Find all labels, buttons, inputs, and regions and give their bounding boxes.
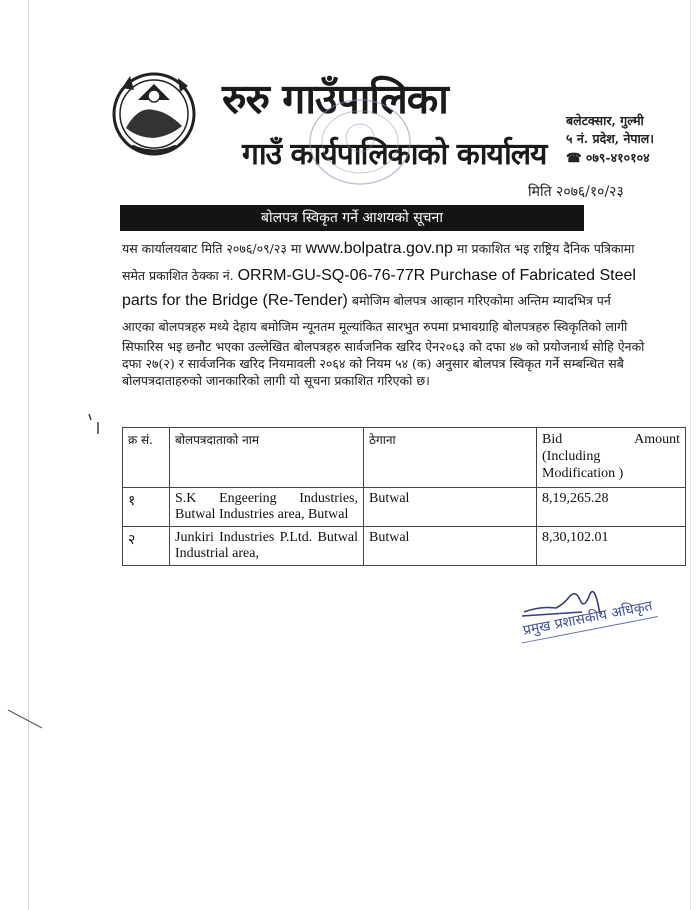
- nepal-emblem-icon: [108, 66, 200, 158]
- row-bidder-name: S.K Engeering Industries, Butwal Industries area, Butwal: [170, 488, 364, 527]
- notice-line-5: सिफारिस भइ छनौट भएका उल्लेखित बोलपत्रहरु सार्वजनिक खरिद ऐन२०६३ को दफा ४७ को प्रयोजनार्थ सोहि ऐनको: [122, 339, 645, 354]
- header-bid-amount: [537, 428, 686, 488]
- notice-line-3-post: बमोजिम बोलपत्र आव्हान गरिएकोमा अन्तिम म्यादभित्र पर्न: [351, 293, 611, 308]
- notice-heading: बोलपत्र स्विकृत गर्ने आशयको सूचना: [120, 205, 584, 231]
- header-address: ठेगाना: [364, 428, 537, 488]
- header-bid-amount-line2: (Including: [542, 449, 601, 464]
- notice-line-1-pre: यस कार्यालयबाट मिति २०७६/०९/२३ मा: [122, 241, 302, 256]
- stray-scan-mark: [6, 708, 46, 732]
- signatory-stamp: प्रमुख प्रशासकीय अधिकृत: [517, 593, 658, 643]
- page-edge-left: [28, 0, 29, 910]
- row-amount: 8,19,265.28: [537, 488, 686, 527]
- table-row: [123, 527, 686, 566]
- table-row: [123, 488, 686, 527]
- office-subtitle: गाउँ कार्यपालिकाको कार्यालय: [242, 137, 547, 172]
- row-amount: 8,30,102.01: [537, 527, 686, 566]
- row-sn: १: [123, 488, 170, 527]
- phone-number: ☎ ०७९-४१०१०४: [566, 150, 650, 165]
- header-bid-amount-line1: Bid Amount: [542, 432, 680, 447]
- stray-pen-mark: [86, 412, 102, 438]
- address-line-2: ५ नं. प्रदेश, नेपाल।: [566, 131, 654, 146]
- row-bidder-name: Junkiri Industries P.Ltd. Butwal Industrial area,: [170, 527, 364, 566]
- bolpatra-url: www.bolpatra.gov.np: [305, 240, 453, 257]
- page-edge-right: [690, 0, 691, 910]
- header-bidder-name: बोलपत्रदाताको नाम: [170, 428, 364, 488]
- notice-date: मिति २०७६/१०/२३: [528, 184, 624, 200]
- notice-line-2: [122, 267, 678, 285]
- notice-line-2-pre: समेत प्रकाशित ठेक्का नं.: [122, 268, 234, 283]
- bid-table: [122, 427, 686, 566]
- contract-title: parts for the Bridge (Re-Tender): [122, 292, 348, 309]
- row-address: Butwal: [364, 488, 537, 527]
- address-line-1: बलेटक्सार, गुल्मी: [566, 113, 644, 128]
- row-sn: २: [123, 527, 170, 566]
- header-sn: क्र सं.: [123, 428, 170, 488]
- municipality-title: रुरु गाउँपालिका: [222, 75, 448, 123]
- round-office-stamp-icon: [305, 96, 415, 192]
- notice-line-4: आएका बोलपत्रहरु मध्ये देहाय बमोजिम न्यूनतम मूल्यांकित सारभुत रुपमा प्रभावग्राहि बोलपत्रहरु स्विकृतिको लागी: [122, 319, 628, 334]
- table-header-row: [123, 428, 686, 488]
- row-address: Butwal: [364, 527, 537, 566]
- header-bid-amount-line3: Modification ): [542, 466, 624, 481]
- contract-number: ORRM-GU-SQ-06-76-77R Purchase of Fabricated Steel: [237, 267, 636, 284]
- notice-line-3: [122, 292, 678, 310]
- notice-line-1: [122, 240, 678, 258]
- notice-line-6: दफा २७(२) र सार्वजनिक खरिद नियमावली २०६४ को नियम ५४ (क) अनुसार बोलपत्र स्विकृत गर्ने सम्बन्धित सबै: [122, 356, 624, 371]
- notice-line-7: बोलपत्रदाताहरुको जानकारिको लागी यो सूचना प्रकाशित गरिएको छ।: [122, 373, 430, 388]
- notice-line-1-post: मा प्रकाशित भइ राष्ट्रिय दैनिक पत्रिकामा: [456, 241, 635, 256]
